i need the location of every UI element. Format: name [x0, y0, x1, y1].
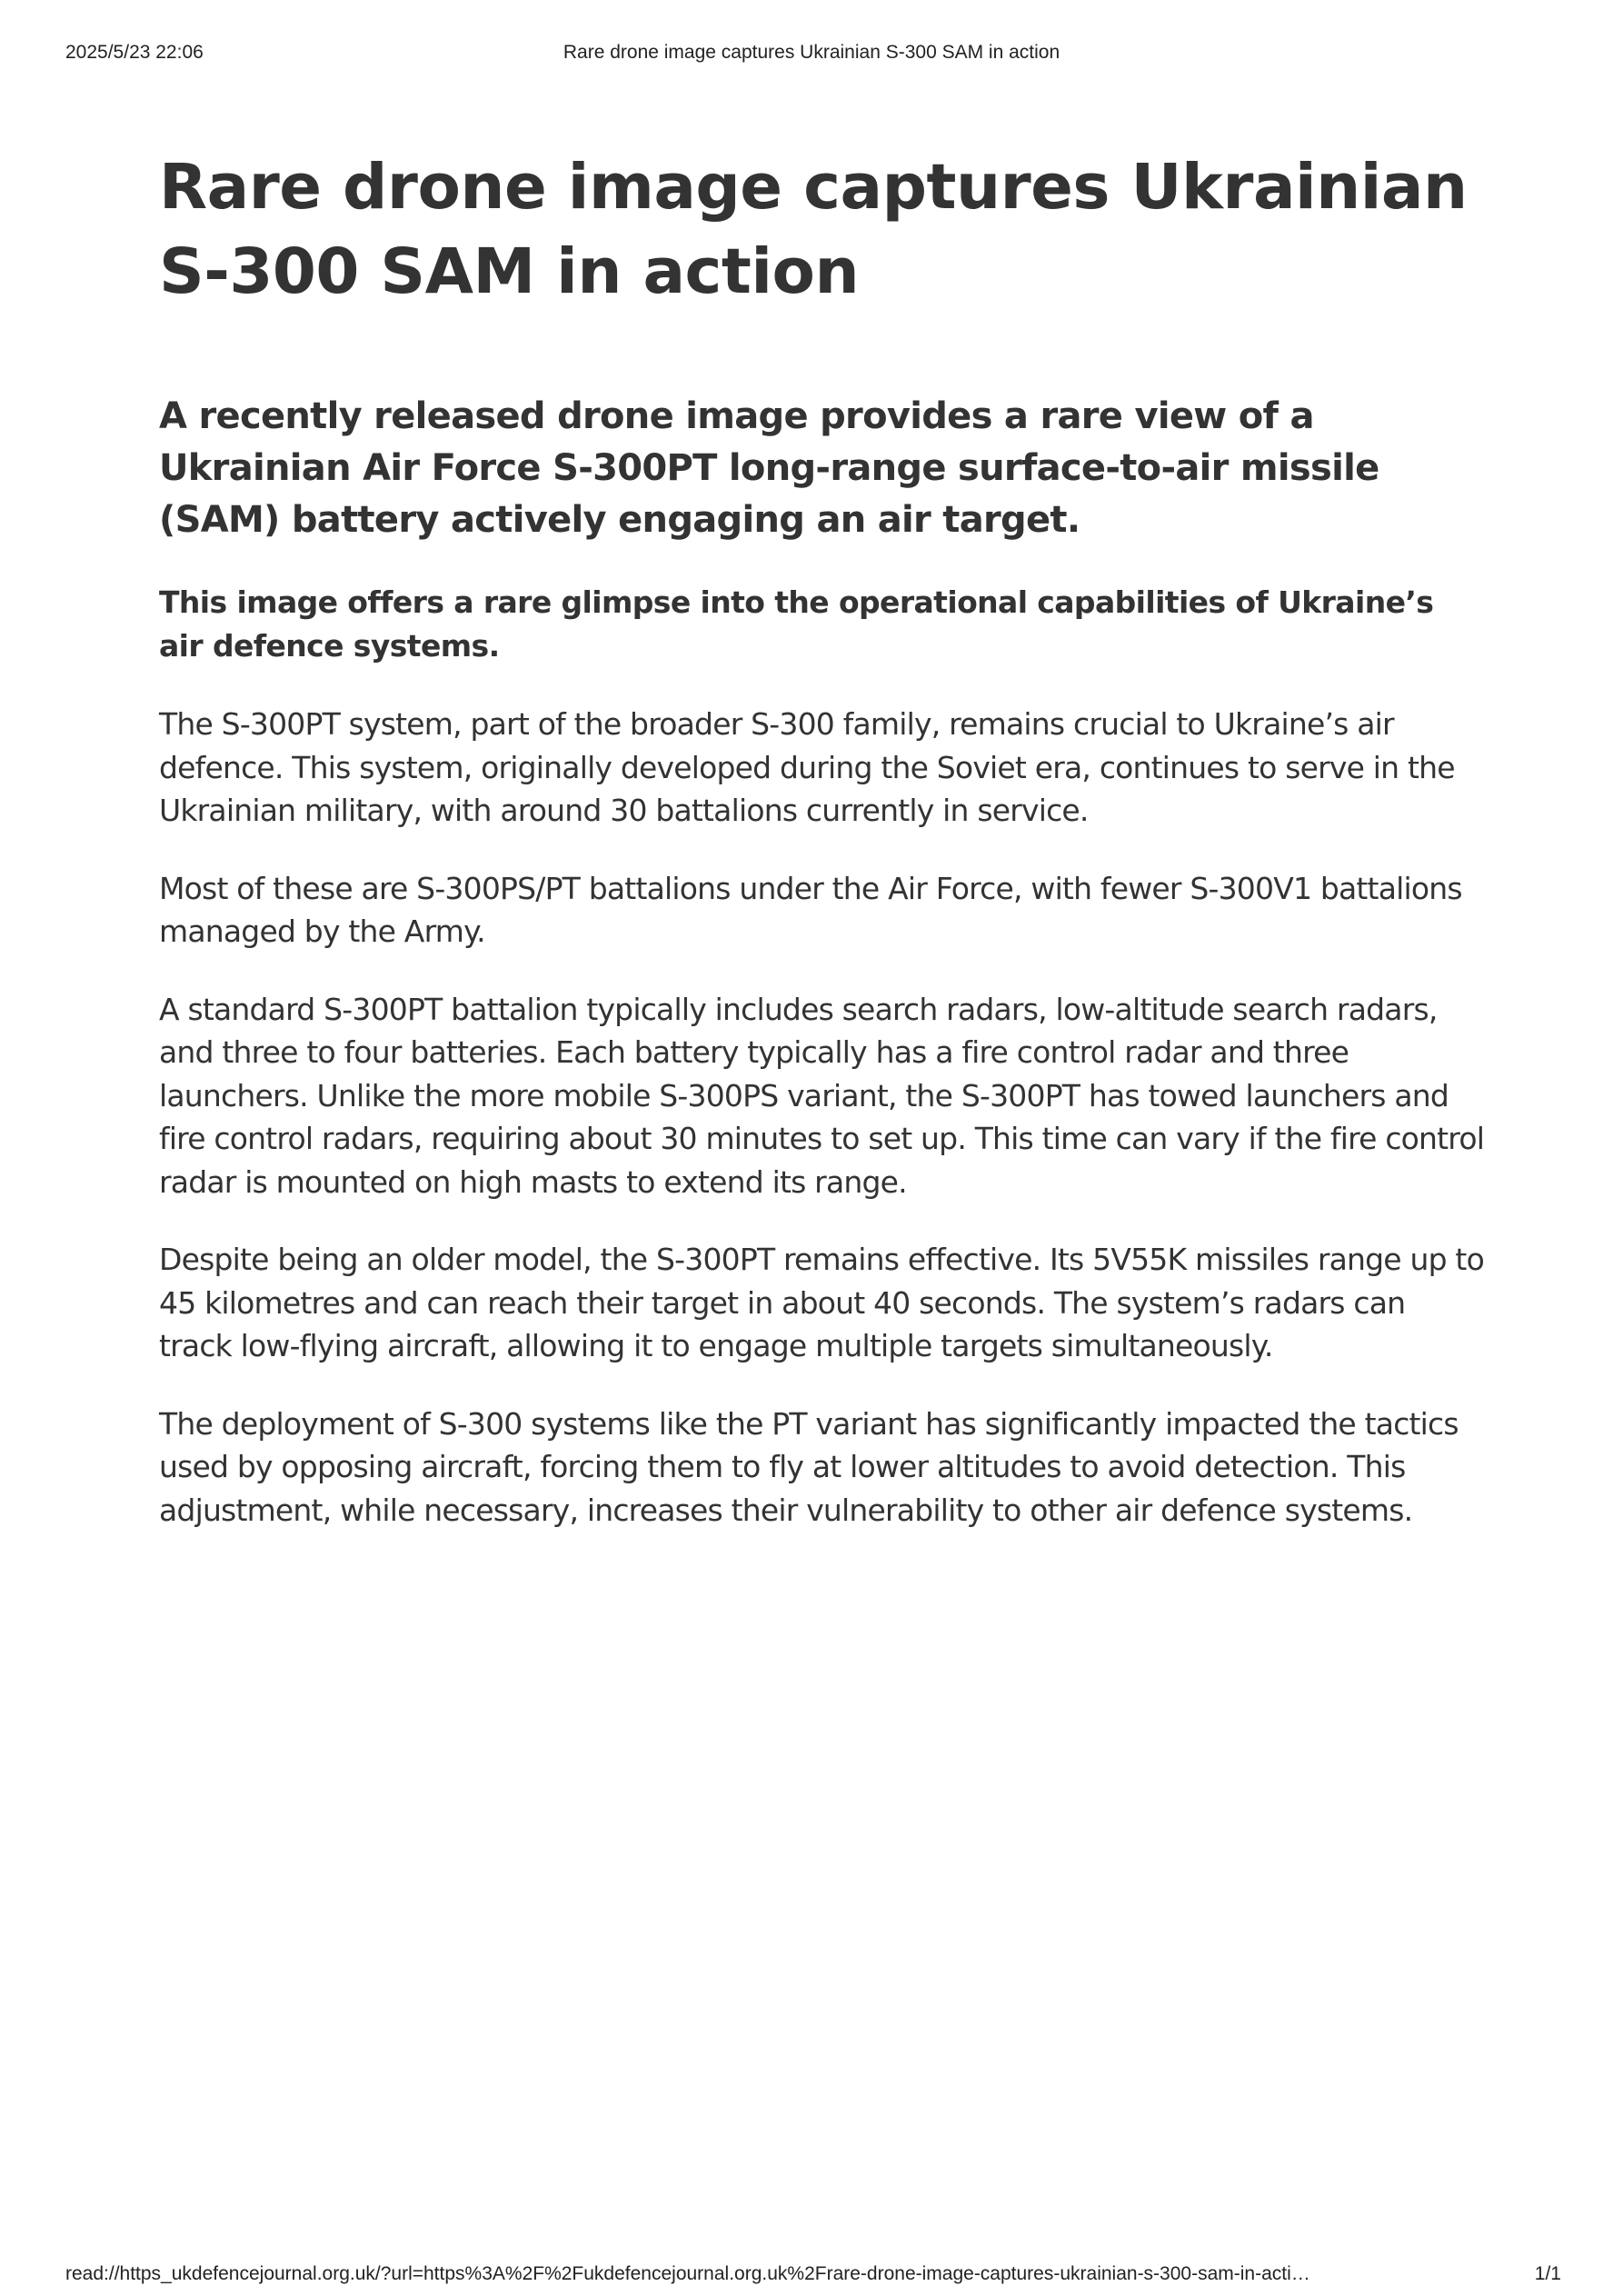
- article-paragraph: The deployment of S-300 systems like the PT variant has significantly impacted the tactics used by opposing aircraft, forcing them to fly at lower altitudes to avoid detection. This adjustment, while necessary, increases their vulnerability to other air defence systems.: [159, 1405, 1459, 1528]
- article-paragraph: The S-300PT system, part of the broader S-300 family, remains crucial to Ukraine’s air defence. This system, originally developed during the Soviet era, continues to serve in the Ukrainian military, with around 30 battalions currently in service.: [159, 706, 1455, 828]
- article-standfirst: A recently released drone image provides a rare view of a Ukrainian Air Force S-300PT long-range surface-to-air missile (SAM) battery actively engaging an air target.: [159, 395, 1379, 541]
- print-footer-url: read://https_ukdefencejournal.org.uk/?url=https%3A%2F%2Fukdefencejournal.org.uk%2Frare-drone-image-captures-ukrainian-s-300-sam-in-acti…: [65, 2263, 1310, 2284]
- article: [159, 145, 1486, 1532]
- article-paragraph: Most of these are S-300PS/PT battalions under the Air Force, with fewer S-300V1 battalions managed by the Army.: [159, 870, 1462, 949]
- print-header-title: Rare drone image captures Ukrainian S-300 SAM in action: [563, 42, 1060, 63]
- article-title: Rare drone image captures Ukrainian S-300 SAM in action: [159, 151, 1468, 308]
- print-header-date: 2025/5/23 22:06: [65, 42, 204, 63]
- article-lead: This image offers a rare glimpse into the operational capabilities of Ukraine’s air defence systems.: [159, 584, 1434, 664]
- article-paragraph: Despite being an older model, the S-300PT remains effective. Its 5V55K missiles range up to 45 kilometres and can reach their target in about 40 seconds. The system’s radars can track low-flying aircraft, allowing it to engage multiple targets simultaneously.: [159, 1242, 1484, 1363]
- print-footer-page-number: 1/1: [1534, 2263, 1561, 2284]
- article-paragraph: A standard S-300PT battalion typically includes search radars, low-altitude search radars, and three to four batteries. Each battery typically has a fire control radar and three launchers. Unlike the more mobile S-300PS variant, the S-300PT has towed launchers and fire control radars, requiring about 30 minutes to set up. This time can vary if the fire control radar is mounted on high masts to extend its range.: [159, 991, 1485, 1200]
